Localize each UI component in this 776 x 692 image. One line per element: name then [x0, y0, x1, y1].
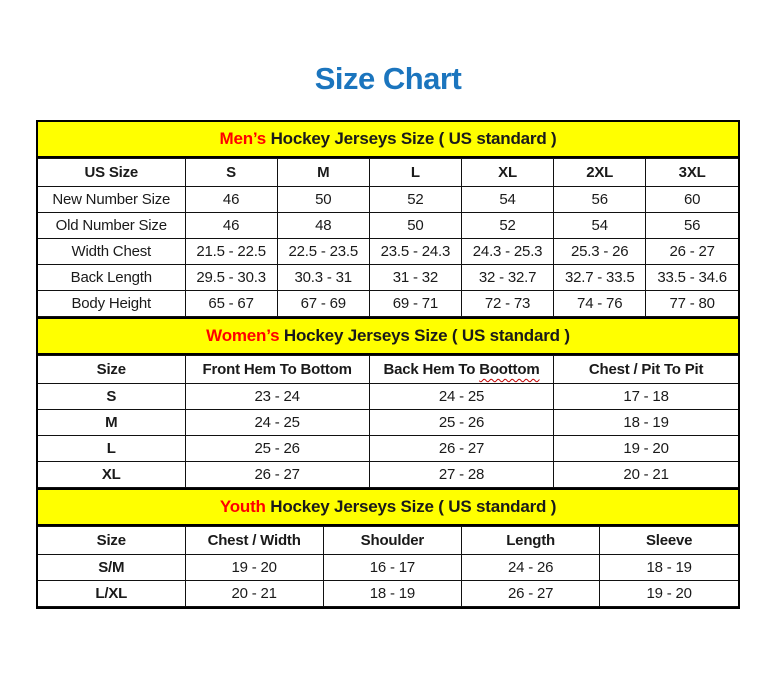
data-cell: 16 - 17	[323, 555, 461, 581]
row-label: Width Chest	[38, 239, 185, 265]
data-cell: 25 - 26	[369, 410, 553, 436]
table-row	[38, 239, 738, 265]
page-title: Size Chart	[314, 61, 462, 96]
row-label: L/XL	[38, 581, 185, 607]
data-cell: 67 - 69	[277, 291, 369, 317]
data-cell: 50	[277, 187, 369, 213]
column-header: M	[277, 159, 369, 187]
table-row	[38, 436, 738, 462]
section-band-highlight: Women’s	[206, 326, 280, 345]
section-band-youth	[38, 488, 738, 526]
data-cell: 26 - 27	[462, 581, 600, 607]
data-cell: 23.5 - 24.3	[369, 239, 461, 265]
section-band-highlight: Youth	[219, 497, 266, 516]
data-cell: 18 - 19	[323, 581, 461, 607]
column-header: US Size	[38, 159, 185, 187]
data-cell: 26 - 27	[369, 436, 553, 462]
section-mens	[38, 122, 738, 317]
column-header-row	[38, 159, 738, 187]
data-cell: 69 - 71	[369, 291, 461, 317]
section-youth	[38, 488, 738, 607]
data-cell: 18 - 19	[600, 555, 738, 581]
data-cell: 25.3 - 26	[554, 239, 646, 265]
row-label: S	[38, 384, 185, 410]
table-row	[38, 187, 738, 213]
data-cell: 21.5 - 22.5	[185, 239, 277, 265]
data-cell: 32.7 - 33.5	[554, 265, 646, 291]
data-cell: 27 - 28	[369, 462, 553, 488]
data-cell: 19 - 20	[185, 555, 323, 581]
data-cell: 54	[461, 187, 553, 213]
row-label: New Number Size	[38, 187, 185, 213]
column-header: Size	[38, 356, 185, 384]
table-row	[38, 213, 738, 239]
column-header: 3XL	[646, 159, 738, 187]
row-label: L	[38, 436, 185, 462]
data-cell: 72 - 73	[461, 291, 553, 317]
misspelled-word: Boottom	[479, 361, 540, 378]
womens-size-table	[38, 355, 738, 488]
column-header: 2XL	[554, 159, 646, 187]
section-band-text: Hockey Jerseys Size ( US standard )	[265, 497, 557, 516]
data-cell: 46	[185, 187, 277, 213]
column-header: Length	[462, 527, 600, 555]
size-chart-page	[0, 58, 776, 692]
column-header: Back Hem To Boottom	[369, 356, 553, 384]
data-cell: 65 - 67	[185, 291, 277, 317]
data-cell: 46	[185, 213, 277, 239]
data-cell: 17 - 18	[554, 384, 738, 410]
data-cell: 18 - 19	[554, 410, 738, 436]
section-womens	[38, 317, 738, 488]
data-cell: 20 - 21	[185, 581, 323, 607]
section-band-text: Hockey Jerseys Size ( US standard )	[266, 129, 557, 148]
data-cell: 77 - 80	[646, 291, 738, 317]
data-cell: 56	[554, 187, 646, 213]
data-cell: 54	[554, 213, 646, 239]
column-header: Size	[38, 527, 185, 555]
youth-size-table	[38, 526, 738, 607]
data-cell: 52	[369, 187, 461, 213]
data-cell: 31 - 32	[369, 265, 461, 291]
section-band-mens	[38, 122, 738, 158]
section-band-text: Hockey Jerseys Size ( US standard )	[279, 326, 570, 345]
column-header: Chest / Width	[185, 527, 323, 555]
data-cell: 24 - 25	[369, 384, 553, 410]
column-header: S	[185, 159, 277, 187]
data-cell: 26 - 27	[646, 239, 738, 265]
row-label: S/M	[38, 555, 185, 581]
data-cell: 19 - 20	[554, 436, 738, 462]
row-label: Old Number Size	[38, 213, 185, 239]
column-header: L	[369, 159, 461, 187]
data-cell: 50	[369, 213, 461, 239]
data-cell: 24 - 25	[185, 410, 369, 436]
table-row	[38, 410, 738, 436]
section-band-highlight: Men’s	[219, 129, 267, 148]
column-header-row	[38, 356, 738, 384]
column-header: Shoulder	[323, 527, 461, 555]
data-cell: 52	[461, 213, 553, 239]
row-label: M	[38, 410, 185, 436]
column-header: Sleeve	[600, 527, 738, 555]
data-cell: 19 - 20	[600, 581, 738, 607]
data-cell: 56	[646, 213, 738, 239]
data-cell: 32 - 32.7	[461, 265, 553, 291]
column-header: Front Hem To Bottom	[185, 356, 369, 384]
table-row	[38, 462, 738, 488]
table-row	[38, 384, 738, 410]
data-cell: 24.3 - 25.3	[461, 239, 553, 265]
table-row	[38, 555, 738, 581]
size-chart-table-frame	[36, 120, 740, 609]
section-band-womens	[38, 317, 738, 355]
data-cell: 29.5 - 30.3	[185, 265, 277, 291]
data-cell: 26 - 27	[185, 462, 369, 488]
data-cell: 22.5 - 23.5	[277, 239, 369, 265]
data-cell: 60	[646, 187, 738, 213]
table-row	[38, 291, 738, 317]
data-cell: 74 - 76	[554, 291, 646, 317]
data-cell: 48	[277, 213, 369, 239]
data-cell: 25 - 26	[185, 436, 369, 462]
column-header: Chest / Pit To Pit	[554, 356, 738, 384]
mens-size-table	[38, 158, 738, 317]
data-cell: 30.3 - 31	[277, 265, 369, 291]
row-label: Body Height	[38, 291, 185, 317]
data-cell: 33.5 - 34.6	[646, 265, 738, 291]
column-header-row	[38, 527, 738, 555]
row-label: XL	[38, 462, 185, 488]
table-row	[38, 581, 738, 607]
data-cell: 20 - 21	[554, 462, 738, 488]
row-label: Back Length	[38, 265, 185, 291]
column-header: XL	[461, 159, 553, 187]
table-row	[38, 265, 738, 291]
data-cell: 23 - 24	[185, 384, 369, 410]
data-cell: 24 - 26	[462, 555, 600, 581]
